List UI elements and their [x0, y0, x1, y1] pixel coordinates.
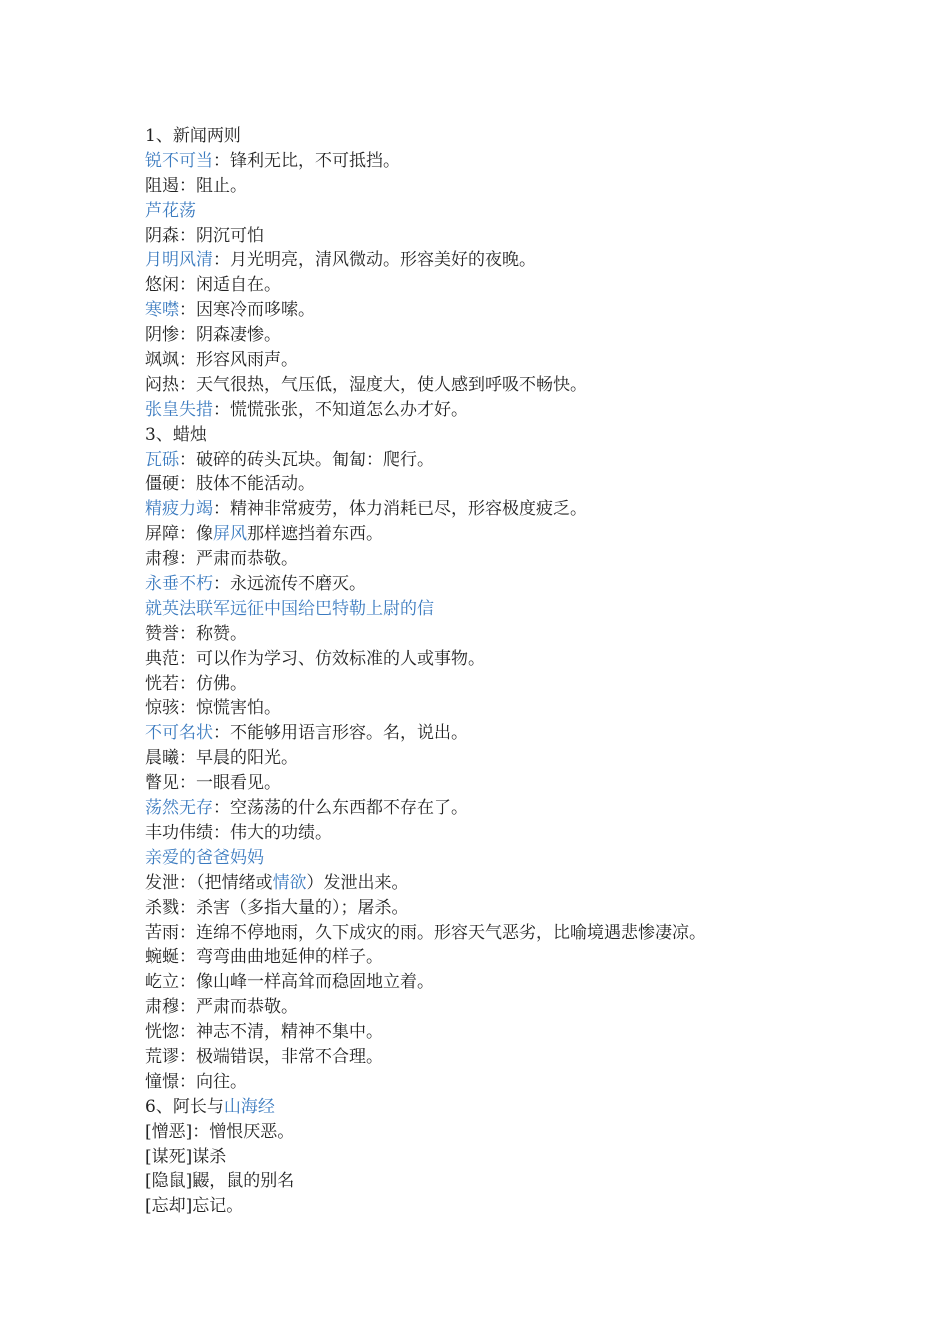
text-line [145, 1194, 935, 1219]
line-text: ：空荡荡的什么东西都不存在了。 [213, 798, 468, 819]
line-text: 晨曦：早晨的阳光。 [145, 748, 298, 769]
text-line [145, 1095, 935, 1120]
text-line [145, 423, 935, 448]
line-text: ：破碎的砖头瓦块。匍匐：爬行。 [179, 449, 434, 470]
text-line [145, 771, 935, 796]
hyperlink[interactable]: 寒噤 [145, 300, 179, 321]
line-text: 赞誉：称赞。 [145, 623, 247, 644]
line-text: ：精神非常疲劳，体力消耗已尽，形容极度疲乏。 [213, 499, 587, 520]
text-line [145, 821, 935, 846]
line-text: ）发泄出来。 [306, 872, 409, 893]
line-text: 阴惨：阴森凄惨。 [145, 325, 281, 346]
hyperlink[interactable]: 瓦砾 [145, 449, 179, 470]
line-text: [忘却]忘记。 [145, 1196, 244, 1217]
text-line [145, 149, 935, 174]
text-line [145, 547, 935, 572]
line-text: ：不能够用语言形容。名，说出。 [213, 723, 468, 744]
text-line [145, 622, 935, 647]
hyperlink[interactable]: 情欲 [272, 872, 307, 893]
line-text: 恍惚：神志不清，精神不集中。 [145, 1022, 383, 1043]
text-line [145, 373, 935, 398]
line-text: [憎恶]：憎恨厌恶。 [145, 1121, 295, 1142]
line-text: 肃穆：严肃而恭敬。 [145, 549, 298, 570]
line-text: 阻遏：阻止。 [145, 175, 247, 196]
line-text: 阴森：阴沉可怕 [145, 225, 264, 246]
line-text: 屏障：像 [145, 524, 213, 545]
text-line [145, 597, 935, 622]
line-text: 3、蜡烛 [145, 424, 207, 445]
line-text: 典范：可以作为学习、仿效标准的人或事物。 [145, 648, 485, 669]
text-line [145, 572, 935, 597]
text-line [145, 497, 935, 522]
text-line [145, 945, 935, 970]
line-text: ：因寒冷而哆嗦。 [179, 300, 315, 321]
text-line [145, 1169, 935, 1194]
text-line [145, 174, 935, 199]
line-text: ：永远流传不磨灭。 [213, 574, 366, 595]
text-line [145, 1045, 935, 1070]
line-text: [隐鼠]鼹，鼠的别名 [145, 1171, 295, 1192]
line-text: 蜿蜒：弯弯曲曲地延伸的样子。 [145, 947, 383, 968]
text-line [145, 846, 935, 871]
text-line [145, 1070, 935, 1095]
text-line [145, 1120, 935, 1145]
text-line [145, 448, 935, 473]
text-line [145, 970, 935, 995]
hyperlink[interactable]: 亲爱的爸爸妈妈 [145, 847, 264, 868]
text-line [145, 348, 935, 373]
line-text: 那样遮挡着东西。 [247, 524, 383, 545]
line-text: 丰功伟绩：伟大的功绩。 [145, 822, 332, 843]
line-text: [谋死]谋杀 [145, 1146, 227, 1167]
hyperlink[interactable]: 锐不可当 [145, 150, 213, 171]
line-text: 1、新闻两则 [145, 126, 241, 146]
line-text: ：锋利无比，不可抵挡。 [213, 150, 400, 171]
text-line [145, 696, 935, 721]
line-text: 苦雨：连绵不停地雨，久下成灾的雨。形容天气恶劣，比喻境遇悲惨凄凉。 [145, 922, 706, 943]
text-line [145, 672, 935, 697]
hyperlink[interactable]: 山海经 [223, 1096, 275, 1117]
hyperlink[interactable]: 不可名状 [145, 723, 213, 744]
line-text: 瞥见：一眼看见。 [145, 773, 281, 794]
text-line [145, 921, 935, 946]
hyperlink[interactable]: 芦花荡 [145, 200, 196, 221]
text-line [145, 721, 935, 746]
line-text: 荒谬：极端错误，非常不合理。 [145, 1046, 383, 1067]
line-text: 肃穆：严肃而恭敬。 [145, 997, 298, 1018]
hyperlink[interactable]: 精疲力竭 [145, 499, 213, 520]
hyperlink[interactable]: 张皇失措 [145, 399, 213, 420]
text-line [145, 1020, 935, 1045]
text-line [145, 522, 935, 547]
hyperlink[interactable]: 永垂不朽 [145, 574, 213, 595]
text-line [145, 298, 935, 323]
line-text: 6、阿长与 [145, 1096, 224, 1117]
line-text: 恍若：仿佛。 [145, 673, 247, 694]
line-text: ：月光明亮，清风微动。形容美好的夜晚。 [213, 250, 536, 271]
line-text: ：慌慌张张，不知道怎么办才好。 [213, 399, 468, 420]
text-line [145, 796, 935, 821]
text-line [145, 124, 935, 149]
text-line [145, 995, 935, 1020]
line-text: 憧憬：向往。 [145, 1071, 247, 1092]
hyperlink[interactable]: 就英法联军远征中国给巴特勒上尉的信 [145, 598, 434, 619]
line-text: 发泄：（把情绪或 [145, 872, 273, 893]
text-line [145, 472, 935, 497]
document-body [145, 124, 935, 1219]
line-text: 僵硬：肢体不能活动。 [145, 474, 315, 495]
line-text: 杀戮：杀害（多指大量的）；屠杀。 [145, 897, 409, 918]
text-line [145, 896, 935, 921]
text-line [145, 746, 935, 771]
hyperlink[interactable]: 屏风 [213, 524, 247, 545]
line-text: 闷热：天气很热，气压低，湿度大，使人感到呼吸不畅快。 [145, 374, 587, 395]
hyperlink[interactable]: 荡然无存 [145, 798, 213, 819]
line-text: 惊骇：惊慌害怕。 [145, 698, 281, 719]
text-line [145, 323, 935, 348]
text-line [145, 248, 935, 273]
text-line [145, 224, 935, 249]
line-text: 屹立：像山峰一样高耸而稳固地立着。 [145, 972, 434, 993]
line-text: 悠闲：闲适自在。 [145, 275, 281, 296]
text-line [145, 647, 935, 672]
hyperlink[interactable]: 月明风清 [145, 250, 213, 271]
text-line [145, 273, 935, 298]
text-line [145, 199, 935, 224]
text-line [145, 1145, 935, 1170]
text-line [145, 398, 935, 423]
text-line [145, 871, 935, 896]
line-text: 飒飒：形容风雨声。 [145, 350, 298, 371]
